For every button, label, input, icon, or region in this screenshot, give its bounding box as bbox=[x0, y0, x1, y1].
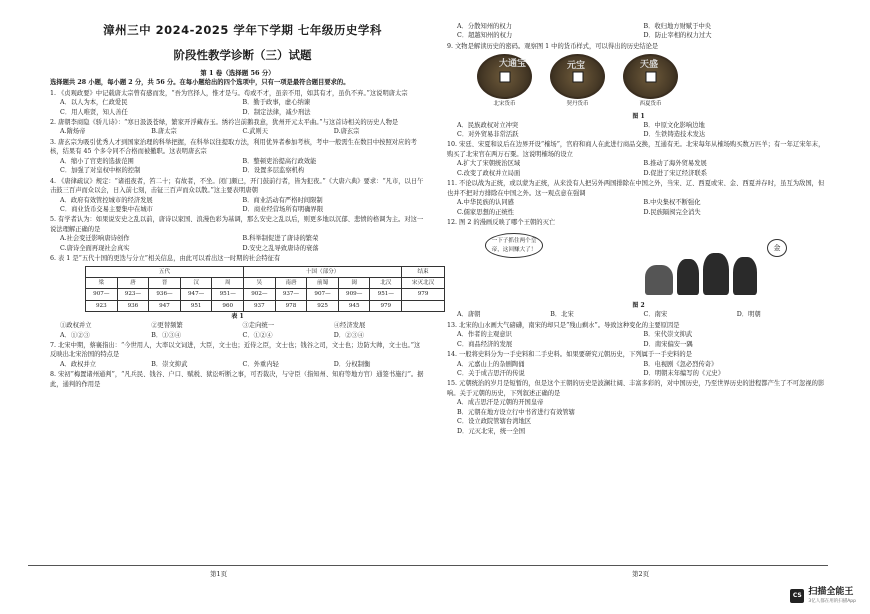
table-dynasty-cell: 前蜀 bbox=[307, 277, 339, 288]
figure-1-caption: 图 1 bbox=[632, 112, 645, 120]
page-divider-line bbox=[28, 565, 828, 566]
scanner-watermark bbox=[790, 586, 856, 606]
option: C．用人唯贤，知人善任 bbox=[60, 108, 128, 116]
question-4 bbox=[50, 177, 425, 215]
figure-2-caption: 图 2 bbox=[632, 302, 645, 310]
option: C．关于成吉思汗的传说 bbox=[457, 370, 525, 377]
question-stem: 12. 图 2 的漫画反映了哪个王朝的灭亡 bbox=[447, 218, 556, 226]
table-year-start-cell: 951— bbox=[212, 289, 244, 300]
coin-inscription: 元宝 bbox=[567, 61, 586, 72]
speech-bubble: 一下子抓住两个皇帝，这回赚大了！ bbox=[485, 233, 543, 258]
option: D．商业经营场所有明确界限 bbox=[242, 205, 324, 213]
part-title: 第 1 卷（选择题 56 分） bbox=[200, 68, 275, 77]
option: D．制定法律，减少刑法 bbox=[242, 108, 311, 116]
mark: ②更替频繁 bbox=[151, 322, 183, 330]
option: B．北宋 bbox=[550, 311, 574, 319]
exam-title-line2: 阶段性教学诊断（三）试题 bbox=[173, 48, 312, 63]
question-stem: 4. 《唐律疏议》规定：“诸祖夜者，笞二十；有故者，不坐。闭门颇已，开门鼓前行者，皆为犯夜。”《大唐六典》要求：“凡市，以日午击鼓三百声而众以会，日入前七刻，击钲三百声而众以散。”这主要表明唐朝 bbox=[50, 177, 424, 195]
table-dynasty-cell: 北汉 bbox=[370, 277, 402, 288]
table-dynasty-cell: 晋 bbox=[149, 277, 181, 288]
table-dynasty-cell: 梁 bbox=[86, 277, 118, 288]
table-header-ten-kingdoms: 十国（部分） bbox=[244, 266, 402, 277]
coin-label: 契丹货币 bbox=[566, 101, 589, 108]
question-stem: 13. 北宋的山水画大气磅礴，南宋的却只是“残山剩水”。导致这种变化的主要原因是 bbox=[447, 321, 680, 329]
page-number-left: 第1页 bbox=[210, 570, 228, 579]
option: B.推动了海外贸易发展 bbox=[643, 160, 707, 168]
exam-title-line1: 漳州三中 2024-2025 学年下学期 七年级历史学科 bbox=[103, 23, 382, 37]
option: A.扩大了宋朝统治区域 bbox=[457, 160, 521, 168]
coin-inscription: 大通宝 bbox=[499, 59, 527, 70]
scanner-brand: 扫描全能王 bbox=[808, 586, 854, 597]
question-3 bbox=[50, 138, 425, 176]
option: B．①③④ bbox=[151, 331, 182, 339]
question-15 bbox=[447, 379, 830, 436]
option: C．南宋 bbox=[643, 311, 668, 319]
mark: ④经济发展 bbox=[333, 322, 366, 330]
option: A.隋炀帝 bbox=[60, 128, 86, 136]
table-year-end-cell: 936 bbox=[117, 300, 149, 311]
coin-northern-song bbox=[477, 54, 532, 108]
option: B.唐太宗 bbox=[151, 128, 177, 136]
option: B.中央集权不断强化 bbox=[643, 199, 701, 207]
option: A．作者的主观意识 bbox=[457, 331, 512, 339]
table-dynasty-cell: 周 bbox=[212, 277, 244, 288]
table-year-start-cell: 907— bbox=[307, 289, 339, 300]
table-dynasty-cell: 南唐 bbox=[275, 277, 307, 288]
cartoon-figure bbox=[645, 265, 673, 295]
jin-tag: 金 bbox=[767, 239, 787, 257]
figure-2-cartoon bbox=[477, 231, 807, 301]
option: A．元嘉山上的杂剧陶俑 bbox=[457, 360, 525, 368]
coin-label: 西夏货币 bbox=[639, 101, 662, 108]
option: D．明朝 bbox=[736, 311, 761, 319]
option: D.促进了宋辽经济联系 bbox=[643, 169, 707, 177]
table-year-end-cell: 960 bbox=[212, 300, 244, 311]
option: B．整顿吏治提高行政效能 bbox=[242, 157, 317, 165]
page-number-right: 第2页 bbox=[632, 570, 650, 579]
option: B.科举制促进了唐诗的繁荣 bbox=[242, 235, 319, 243]
question-8-options bbox=[447, 22, 830, 41]
table-dynasty-cell: 汉 bbox=[180, 277, 212, 288]
camscanner-logo-icon: CS bbox=[790, 589, 804, 603]
option: C．对外贸易非常活跃 bbox=[457, 131, 519, 138]
option: C.武则天 bbox=[242, 128, 268, 136]
option: C．加强了对皇权中枢的控制 bbox=[60, 167, 141, 175]
option: B．中原文化影响边地 bbox=[643, 121, 705, 129]
option: D．防止宰相的权力过大 bbox=[643, 32, 712, 40]
question-stem: 10. 宋廷、宋夏和议后在边界开设“榷场”，官府和商人在此进行商品交换，互通有无。北宋每年从榷场购买数万匹羊；有一年辽宋年末，购买了北宋官在两万石粟。这说明榷场的设立 bbox=[447, 141, 825, 158]
coin-inscription: 天盛 bbox=[640, 60, 659, 71]
table-year-start-cell: 937— bbox=[275, 289, 307, 300]
question-7 bbox=[50, 341, 425, 369]
coin-label: 北宋货币 bbox=[493, 101, 516, 108]
table-dynasty-cell: 吴 bbox=[244, 277, 276, 288]
question-stem: 9. 文物是解读历史的密码。观察图 1 中的货币样式，可以得出的历史结论是 bbox=[447, 42, 659, 50]
option: D．生铁铸造技术发达 bbox=[643, 131, 706, 138]
table-dynasty-cell: 闽 bbox=[338, 277, 370, 288]
table-header-five-dynasties: 五代 bbox=[86, 266, 244, 277]
question-8 bbox=[50, 370, 425, 389]
option: D.民族隔阂完全消失 bbox=[643, 208, 701, 216]
option: C．设立政院管辖台湾地区 bbox=[457, 418, 532, 426]
coin-western-xia bbox=[623, 54, 678, 108]
option: D．南宋偏安一隅 bbox=[643, 340, 693, 348]
question-stem: 11. 不论以战为正统，或以蒙为正统，从来没有人把另外两国排除在中国之外，当宋、辽、西夏或宋、金、西夏并存时，虽互为敌国，但也并不把对方排除在中国之外。这一观点意在强调 bbox=[447, 180, 825, 197]
table-1 bbox=[85, 266, 445, 313]
question-9 bbox=[447, 42, 830, 140]
option: C.儒家思想的正统性 bbox=[457, 208, 514, 216]
question-stem: 5. 有学者认为：如果说安史之乱以前，唐诗以家国、浪漫色彩为基调，那么安史之乱以后，则更多地以沉郁、悲愤的格调为主。对这一说法理解正确的是 bbox=[50, 216, 424, 233]
question-2 bbox=[50, 118, 425, 137]
option: C．①②④ bbox=[242, 331, 273, 339]
option: A．成吉思汗是元朝的开国皇帝 bbox=[457, 399, 544, 407]
option: B．元朝在地方设立行中书省进行有效管辖 bbox=[457, 408, 575, 416]
option: D．②③④ bbox=[333, 331, 364, 339]
instructions: 选择题共 28 小题，每小题 2 分，共 56 分。在每小题给出的四个选项中，只有一项是最符合题目要求的。 bbox=[50, 79, 350, 87]
option: D.安史之乱导致唐诗的衰落 bbox=[242, 244, 319, 252]
question-stem: 8. 宋初“梅置诸州通判”，“凡兵民、钱谷、户口、赋税、狱讼听断之事，可否裁决，与守臣（指知州、知府等地方官）通签书施行”。据此，通判的作用是 bbox=[50, 371, 424, 388]
question-stem: 15. 元朝统治的岁月是短暂的，但是这个王朝的历史是波澜壮阔、丰富多彩的，对中国历史，乃至世界历史的进程都产生了不可忽视的影响。关于元朝的历史，下列叙述正确的是 bbox=[447, 380, 825, 397]
option: D．设置多层监察机构 bbox=[242, 167, 305, 175]
option: A.社会变迁影响唐诗创作 bbox=[60, 235, 130, 243]
table-year-start-cell: 947— bbox=[180, 289, 212, 300]
option: B．商业活动有严格时间限制 bbox=[242, 196, 323, 204]
option: A．以人为本，仁政爱民 bbox=[60, 99, 128, 107]
table-year-end-cell: 979 bbox=[370, 300, 402, 311]
option: A．政府有效管控城市的经济发展 bbox=[60, 196, 153, 204]
table-header-end: 结束 bbox=[402, 266, 445, 277]
table-year-start-cell: 979 bbox=[402, 289, 445, 300]
option: B．崇文抑武 bbox=[151, 360, 188, 368]
table-year-start-cell: 909— bbox=[338, 289, 370, 300]
question-stem: 6. 表 1 是“五代十国的更迭与分立”相关信息，由此可以看出这一时期的社会特征有 bbox=[50, 255, 281, 263]
option: D.唐玄宗 bbox=[333, 128, 360, 136]
option: A．分散知州的权力 bbox=[457, 23, 512, 30]
table-caption: 表 1 bbox=[231, 313, 244, 321]
cartoon-figure bbox=[703, 253, 729, 295]
mark: ③走向统一 bbox=[242, 322, 274, 330]
table-year-end-cell: 951 bbox=[180, 300, 212, 311]
option: A.中华民族的认同感 bbox=[457, 199, 514, 207]
option: C.改变了政权并立局面 bbox=[457, 169, 521, 177]
table-year-start-cell: 902— bbox=[244, 289, 276, 300]
question-stem: 7. 北宋中期，蔡襄指出：“今世用人，大率以文词进，大臣，文士也；近侍之臣，文士也；钱谷之司，文士也；边防大帅，文士也。”这反映出北宋治国的特点是 bbox=[50, 342, 421, 359]
question-stem: 3. 唐玄宗为吸引优秀人才到国家治理的科举把握，在科举以往提取方法，利用优异者参加考核，考中一般需生在数目中按照对应的考核，结果有 45 个多令同不合格而被撤职。这表明唐玄宗 bbox=[50, 138, 417, 156]
mark: ①政权并立 bbox=[60, 322, 92, 330]
question-5 bbox=[50, 215, 425, 253]
figure-1-coins bbox=[447, 54, 830, 108]
table-dynasty-cell: 唐 bbox=[117, 277, 149, 288]
option: B．宋代崇文抑武 bbox=[643, 331, 693, 339]
coin-khitan bbox=[550, 54, 605, 108]
option: D．分权制衡 bbox=[333, 360, 371, 368]
question-stem: 1. 《贞观政要》中记载唐太宗曾有感而发，“吾为官择人，惟才是与。苟或不才，虽亲不用，如其有才，虽仇不弃。”这说明唐太宗 bbox=[50, 89, 408, 97]
option: C．商业货币交易主要集中在城市 bbox=[60, 205, 153, 213]
cartoon-figure bbox=[677, 259, 699, 295]
option: B．电视剧《忽必烈传奇》 bbox=[643, 360, 718, 368]
cartoon-figure bbox=[733, 257, 757, 295]
question-14 bbox=[447, 350, 830, 378]
option: C.唐诗全面再现社会真实 bbox=[60, 244, 130, 252]
table-year-start-cell: 951— bbox=[370, 289, 402, 300]
option: A．①②③ bbox=[60, 331, 90, 339]
option: A．唐朝 bbox=[457, 311, 481, 319]
option: C．商品经济的发展 bbox=[457, 340, 513, 348]
option: A．政权并立 bbox=[60, 360, 97, 368]
scanner-tagline: 3亿人都在用的扫描App bbox=[808, 599, 856, 605]
question-stem: 14. 一般将史料分为一手史料和二手史料。如果要研究元朝历史，下列属于一手史料的是 bbox=[447, 351, 693, 359]
question-1 bbox=[50, 89, 425, 117]
question-12 bbox=[447, 218, 830, 320]
table-year-start-cell: 907— bbox=[86, 289, 118, 300]
option: D．元灭北宋，统一全国 bbox=[457, 427, 526, 435]
table-year-end-cell: 925 bbox=[307, 300, 339, 311]
option: B．收归地方财赋于中央 bbox=[643, 23, 712, 30]
option: C．外重内轻 bbox=[242, 360, 279, 368]
option: D．明朝末年编写的《元史》 bbox=[643, 370, 725, 377]
table-year-end-cell: 947 bbox=[149, 300, 181, 311]
option: A．民族政权对立冲突 bbox=[457, 121, 519, 129]
option: B．勤于政事，虚心纳谏 bbox=[242, 99, 311, 107]
table-year-start-cell: 936— bbox=[149, 289, 181, 300]
table-year-end-cell: 937 bbox=[244, 300, 276, 311]
table-year-end-cell: 978 bbox=[275, 300, 307, 311]
question-10 bbox=[447, 140, 830, 178]
question-11 bbox=[447, 179, 830, 217]
question-stem: 2. 唐朝李商隐《骄儿诗》：“寒日汲汲苍绿，繁家开浮藏春玉。绣衿岂前鹅我意，犹州开元太平曲。”与这首诗相关的历史人物是 bbox=[50, 119, 399, 126]
table-year-end-cell: 923 bbox=[86, 300, 118, 311]
table-dynasty-cell: 宋灭北汉 bbox=[402, 277, 445, 288]
question-13 bbox=[447, 321, 830, 349]
right-page bbox=[435, 0, 870, 614]
option: A．缩小了官吏的选拔范围 bbox=[60, 157, 134, 165]
table-year-start-cell: 923— bbox=[117, 289, 149, 300]
question-6 bbox=[50, 254, 435, 340]
option: C．超越知州的权力 bbox=[457, 32, 513, 40]
table-year-end-cell: 945 bbox=[338, 300, 370, 311]
